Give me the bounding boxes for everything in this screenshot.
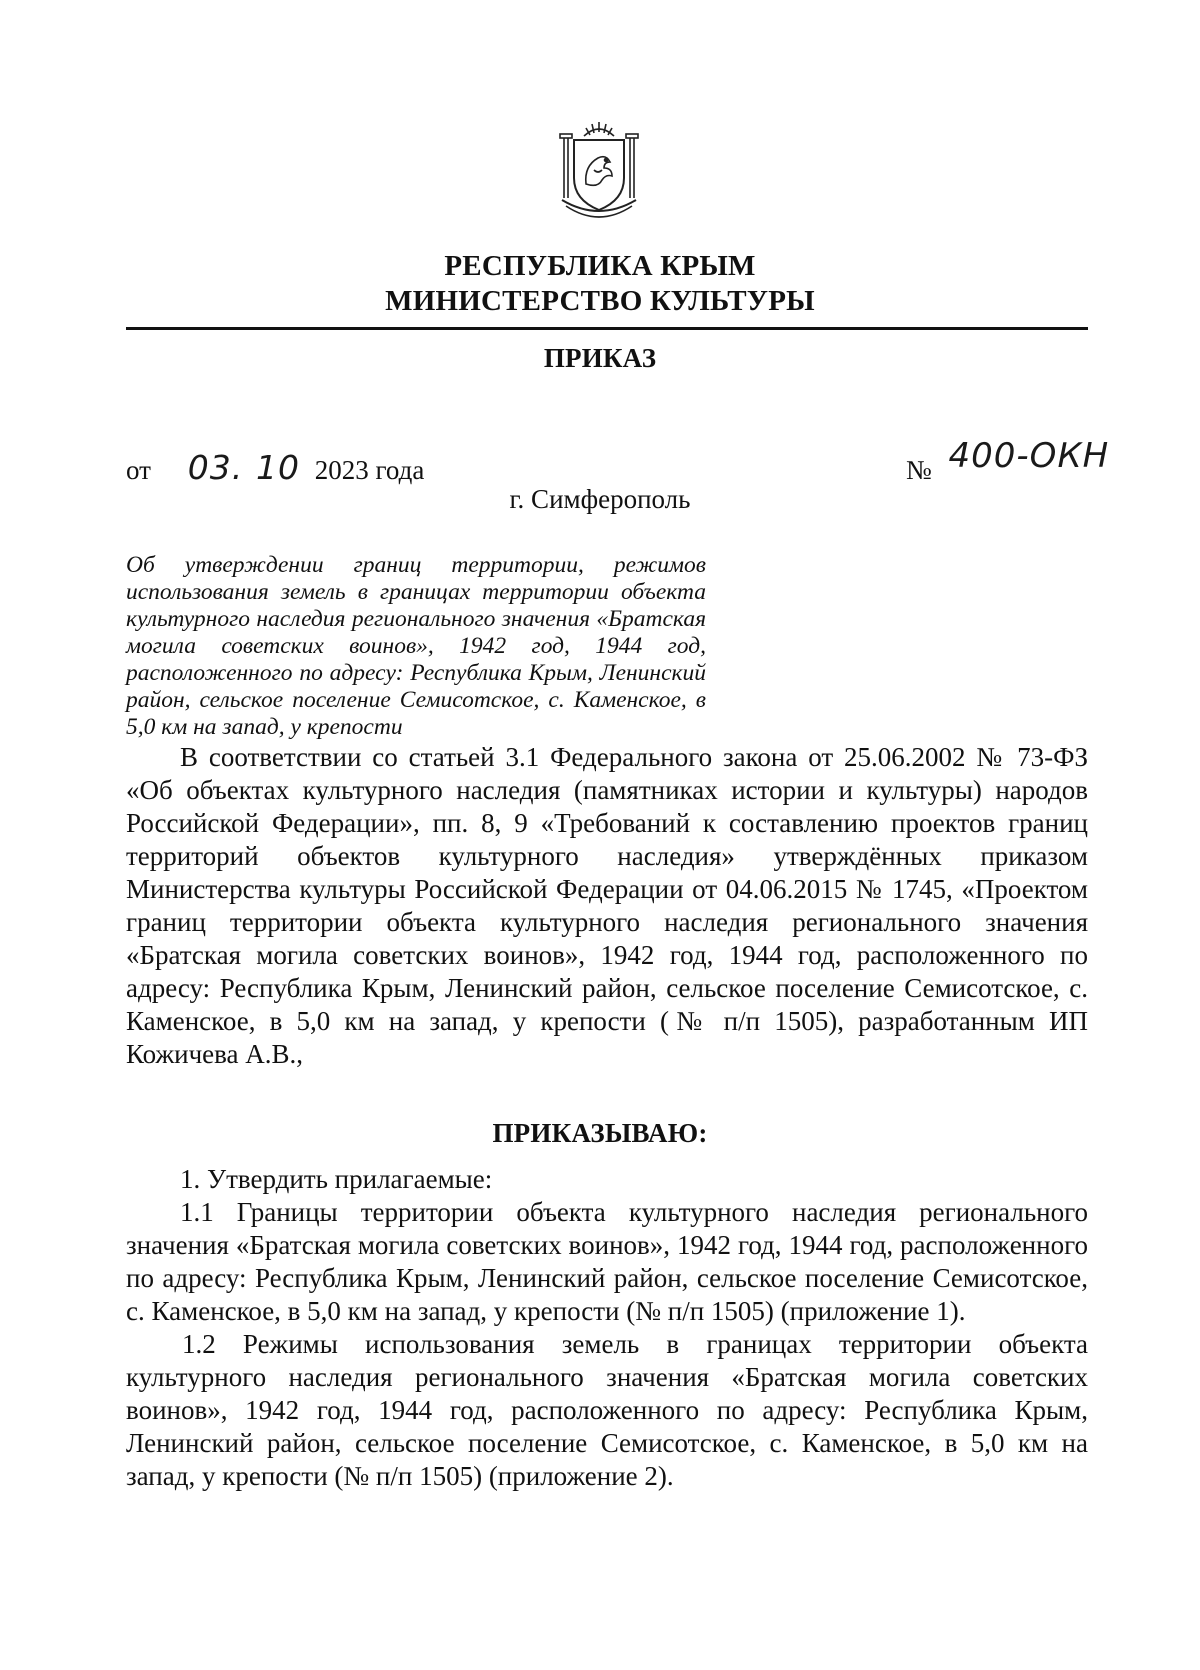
date-prefix: от	[126, 455, 151, 485]
handwritten-order-number: 400-ОКН	[948, 436, 1110, 476]
item-1-1: 1.1 Границы территории объекта культурного наследия регионального значения «Братская могила советских воинов», 1942 год, 1944 год, расположенного по адресу: Республика Крым, Ленинский район, сельское поселение Семисотское, с. Каменское, в 5,0 км на запад, у крепости (№ п/п 1505) (приложение 1).	[126, 1197, 1088, 1326]
order-items	[126, 1163, 1088, 1493]
date-year: 2023 года	[314, 455, 425, 485]
order-word: ПРИКАЗЫВАЮ:	[492, 1118, 708, 1148]
order-subject: Об утверждении границ территории, режимов использования земель в границах территории объекта культурного наследия регионального значения «Братская могила советских воинов», 1942 год, 1944 год, расположенного по адресу: Республика Крым, Ленинский район, сельское поселение Семисотское, с. Каменское, в 5,0 км на запад, у крепости	[126, 552, 706, 740]
document-type-title: ПРИКАЗ	[543, 343, 657, 373]
handwritten-day: 03	[187, 448, 232, 487]
city: г. Симферополь	[509, 484, 691, 514]
ministry-title: МИНИСТЕРСТВО КУЛЬТУРЫ	[385, 285, 815, 317]
item-1-2: 1.2 Режимы использования земель в границах территории объекта культурного наследия регионального значения «Братская могила советских воинов», 1942 год, 1944 год, расположенного по адресу: Республика Крым, Ленинский район, сельское поселение Семисотское, с. Каменское, в 5,0 км на запад, у крепости (№ п/п 1505) (приложение 2).	[126, 1329, 1088, 1491]
republic-title: РЕСПУБЛИКА КРЫМ	[444, 250, 756, 282]
coat-of-arms-emblem-icon	[554, 118, 644, 230]
date-line	[126, 448, 424, 487]
handwritten-date-separator: .	[231, 448, 244, 487]
number-prefix: №	[906, 455, 932, 485]
header-divider	[126, 327, 1088, 330]
preamble-paragraph: В соответствии со статьей 3.1 Федерального закона от 25.06.2002 № 73-ФЗ «Об объектах культурного наследия (памятниках истории и культуры) народов Российской Федерации», пп. 8, 9 «Требований к составлению проектов границ территорий объектов культурного наследия» утверждённых приказом Министерства культуры Российской Федерации от 04.06.2015 № 1745, «Проектом границ территории объекта культурного наследия регионального значения «Братская могила советских воинов», 1942 год, 1944 год, расположенного по адресу: Республика Крым, Ленинский район, сельское поселение Семисотское, с. Каменское, в 5,0 км на запад, у крепости (№ п/п 1505), разработанным ИП Кожичева А.В.,	[126, 742, 1088, 1069]
item-1: 1. Утвердить прилагаемые:	[180, 1164, 493, 1194]
handwritten-month: 10	[255, 448, 300, 487]
order-number	[906, 436, 1110, 485]
